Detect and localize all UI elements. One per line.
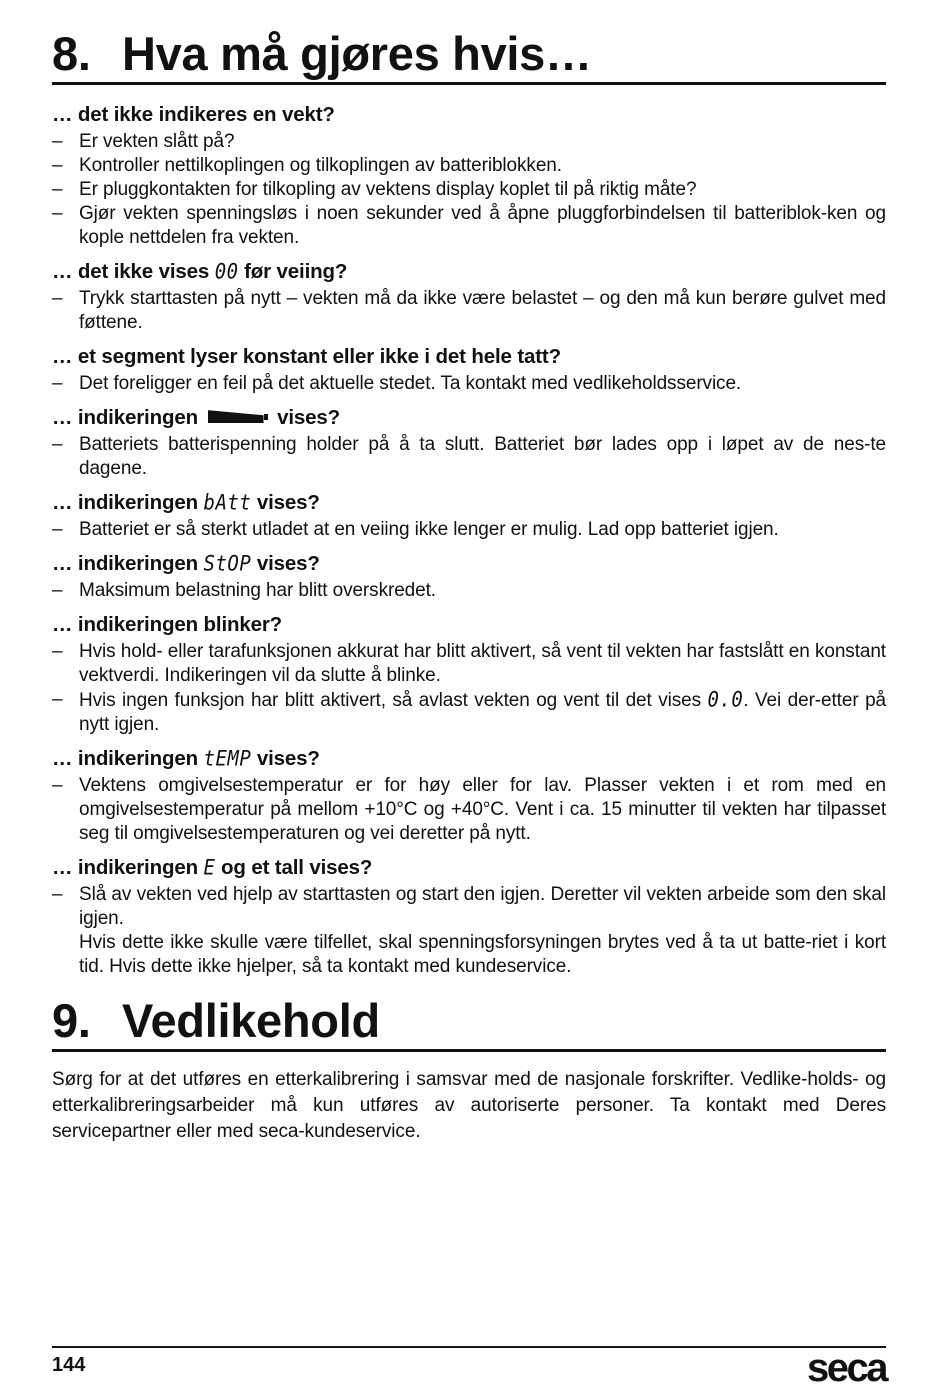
question-heading	[52, 746, 886, 772]
troubleshoot-block	[52, 102, 886, 250]
display-readout: E	[203, 855, 216, 881]
list-item: – Det foreligger en feil på det aktuelle stedet. Ta kontakt med vedlikeholdsservice.	[52, 372, 886, 396]
battery-low-icon	[208, 410, 268, 423]
question-text: … indikeringen	[52, 552, 204, 575]
question-text: … indikeringen	[52, 747, 204, 770]
troubleshoot-block	[52, 405, 886, 481]
list-item: – Batteriet er så sterkt utladet at en veiing ikke lenger er mulig. Lad opp batteriet igjen.	[52, 518, 886, 542]
troubleshoot-block	[52, 855, 886, 979]
troubleshoot-block	[52, 551, 886, 603]
list-item	[52, 688, 886, 737]
answer-list	[52, 287, 886, 335]
question-text: … indikeringen	[52, 406, 204, 429]
question-heading: … det ikke indikeres en vekt?	[52, 103, 335, 126]
manual-page	[52, 26, 886, 1145]
display-readout: bAtt	[203, 490, 252, 516]
answer-list	[52, 579, 886, 603]
troubleshoot-block	[52, 746, 886, 846]
question-text: vises?	[251, 552, 320, 575]
question-text: … indikeringen	[52, 856, 204, 879]
section-9-heading	[52, 993, 886, 1049]
answer-list	[52, 518, 886, 542]
section-number: 8.	[52, 27, 91, 80]
section-8-heading	[52, 26, 886, 82]
list-item-continuation: Hvis dette ikke skulle være tilfellet, skal spenningsforsyningen brytes ved å ta ut batte-riet i kort tid. Hvis dette ikke hjelper, så ta kontakt med kundeservice.	[79, 932, 886, 977]
list-item: – Batteriets batterispenning holder på å ta slutt. Batteriet bør lades opp i løpet av de nes-te dagene.	[52, 433, 886, 481]
question-heading: … indikeringen blinker?	[52, 613, 283, 636]
display-readout: StOP	[203, 551, 252, 577]
list-item: – Maksimum belastning har blitt overskredet.	[52, 579, 886, 603]
question-text: vises?	[271, 406, 340, 429]
question-heading: … et segment lyser konstant eller ikke i det hele tatt?	[52, 345, 561, 368]
section-number: 9.	[52, 994, 91, 1047]
list-item: – Trykk starttasten på nytt – vekten må da ikke være belastet – og den må kun berøre gulvet med føttene.	[52, 287, 886, 335]
list-item-text: Hvis ingen funksjon har blitt aktivert, så avlast vekten og vent til det vises	[79, 690, 708, 711]
question-text: … det ikke vises	[52, 260, 215, 283]
question-heading	[52, 551, 886, 577]
heading-rule	[52, 1049, 886, 1052]
answer-list	[52, 130, 886, 250]
list-item-text: . Vei der-etter på nytt igjen.	[79, 690, 886, 735]
list-item: – Kontroller nettilkoplingen og tilkoplingen av batteriblokken.	[52, 154, 886, 178]
display-readout: 0.0	[707, 687, 744, 713]
question-text: … indikeringen	[52, 491, 204, 514]
answer-list	[52, 883, 886, 979]
answer-list	[52, 372, 886, 396]
list-item	[52, 883, 886, 979]
display-readout: tEMP	[203, 746, 252, 772]
heading-rule	[52, 82, 886, 85]
display-readout: 00	[214, 259, 239, 285]
section-title-text: Vedlikehold	[122, 994, 380, 1047]
question-text: før veiing?	[238, 260, 348, 283]
question-text: og et tall vises?	[215, 856, 373, 879]
section-title-text: Hva må gjøres hvis…	[122, 27, 592, 80]
question-text: vises?	[251, 747, 320, 770]
answer-list	[52, 640, 886, 737]
seca-logo: seca	[807, 1346, 886, 1390]
troubleshoot-block	[52, 612, 886, 737]
footer-rule	[52, 1346, 886, 1348]
troubleshoot-block	[52, 259, 886, 335]
question-heading	[52, 855, 886, 881]
troubleshoot-block	[52, 490, 886, 542]
answer-list	[52, 774, 886, 846]
list-item: – Vektens omgivelsestemperatur er for høy eller for lav. Plasser vekten i et rom med en omgivelsestemperatur på mellom +10°C og +40°C. Vent i ca. 15 minutter til vekten har tilpasset seg til omgivelsestemperaturen og vei deretter på nytt.	[52, 774, 886, 846]
list-item-text: Slå av vekten ved hjelp av starttasten og start den igjen. Deretter vil vekten arbeide som den skal igjen.	[79, 884, 886, 929]
page-number: 144	[52, 1354, 86, 1376]
list-item: – Er pluggkontakten for tilkopling av vektens display koplet til på riktig måte?	[52, 178, 886, 202]
list-item: – Gjør vekten spenningsløs i noen sekunder ved å åpne pluggforbindelsen til batteriblok-ken og kople nettdelen fra vekten.	[52, 202, 886, 250]
question-heading	[52, 259, 886, 285]
maintenance-paragraph: Sørg for at det utføres en etterkalibrering i samsvar med de nasjonale forskrifter. Vedlike-holds- og etterkalibreringsarbeider må kun utføres av autoriserte personer. Ta kontakt med Deres servicepartner eller med seca-kundeservice.	[52, 1069, 886, 1142]
question-heading	[52, 405, 886, 431]
question-text: vises?	[251, 491, 320, 514]
troubleshoot-block	[52, 344, 886, 396]
page-footer	[52, 1346, 886, 1390]
answer-list	[52, 433, 886, 481]
question-heading	[52, 490, 886, 516]
list-item: – Hvis hold- eller tarafunksjonen akkurat har blitt aktivert, så vent til vekten har fastslått en konstant vektverdi. Indikeringen vil da slutte å blinke.	[52, 640, 886, 688]
list-item: – Er vekten slått på?	[52, 130, 886, 154]
